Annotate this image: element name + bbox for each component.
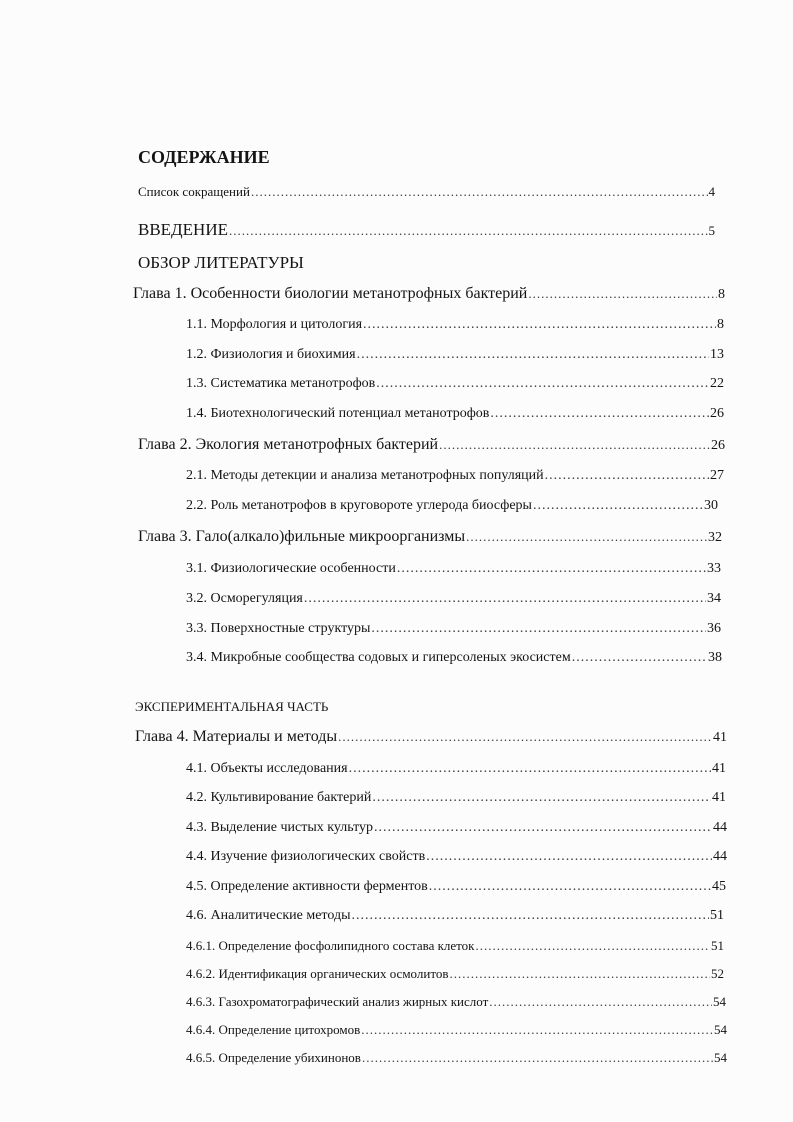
toc-entry-label: Глава 2. Экология метанотрофных бактерий (138, 436, 439, 453)
toc-chapter-1[interactable] (133, 286, 725, 302)
toc-page-number: 54 (714, 1050, 727, 1065)
toc-page-number: 33 (707, 561, 721, 576)
toc-entry-label: 2.1. Методы детекции и анализа метанотрофных популяций (186, 468, 544, 483)
toc-entry-label: 4.6.3. Газохроматографический анализ жирных кислот (186, 994, 489, 1009)
section-heading-literature: ОБЗОР ЛИТЕРАТУРЫ (138, 253, 304, 272)
toc-section[interactable] (186, 909, 724, 923)
dot-leader (466, 530, 707, 543)
toc-section[interactable] (186, 762, 726, 776)
toc-section[interactable] (186, 348, 724, 362)
toc-entry-label: 3.1. Физиологические особенности (186, 561, 396, 576)
toc-page-number: 54 (714, 1022, 727, 1037)
toc-entry-label: Глава 4. Материалы и методы (135, 728, 338, 745)
toc-entry-label: 4.1. Объекты исследования (186, 761, 348, 776)
dot-leader (449, 967, 710, 980)
dot-leader (490, 407, 709, 421)
toc-section[interactable] (186, 407, 724, 421)
toc-page-number: 41 (712, 790, 726, 805)
toc-page-number: 51 (710, 908, 724, 923)
toc-subsection[interactable] (186, 967, 724, 980)
dot-leader (439, 438, 710, 451)
dot-leader (528, 287, 717, 300)
toc-entry-label: 4.6.2. Идентификация органических осмолитов (186, 966, 449, 981)
toc-page-number: 30 (704, 498, 718, 513)
toc-chapter-4[interactable] (135, 729, 727, 745)
section-heading-experimental: ЭКСПЕРИМЕНТАЛЬНАЯ ЧАСТЬ (135, 699, 329, 714)
toc-page-number: 44 (713, 820, 727, 835)
toc-page-number: 52 (711, 966, 724, 981)
dot-leader (426, 850, 712, 864)
toc-page-number: 5 (708, 223, 715, 238)
toc-chapter-2[interactable] (138, 437, 725, 453)
toc-entry-introduction[interactable] (138, 221, 715, 238)
toc-section[interactable] (186, 651, 722, 665)
toc-entry-label: 4.6.5. Определение убихинонов (186, 1050, 361, 1065)
toc-entry-label: Глава 3. Гало(алкало)фильные микроорганизмы (138, 528, 466, 545)
toc-section[interactable] (186, 622, 721, 636)
dot-leader (304, 592, 706, 606)
dot-leader (429, 880, 711, 894)
toc-entry-label: 3.3. Поверхностные структуры (186, 621, 371, 636)
toc-entry-label: 4.6. Аналитические методы (186, 908, 351, 923)
toc-page-number: 8 (718, 287, 725, 302)
toc-entry-label: 1.1. Морфология и цитология (186, 317, 363, 332)
toc-entry-label: 4.5. Определение активности ферментов (186, 879, 428, 894)
toc-entry-abbreviations[interactable] (138, 185, 715, 198)
dot-leader (545, 469, 709, 483)
toc-page-number: 36 (707, 621, 721, 636)
dot-leader (349, 762, 711, 776)
toc-page-number: 38 (708, 650, 722, 665)
dot-leader (361, 1023, 713, 1036)
dot-leader (397, 562, 706, 576)
toc-section[interactable] (186, 499, 718, 513)
toc-entry-label: 4.2. Культивирование бактерий (186, 790, 372, 805)
toc-entry-label: 3.2. Осморегуляция (186, 591, 303, 606)
toc-entry-label: ВВЕДЕНИЕ (138, 220, 228, 239)
toc-page-number: 54 (713, 994, 726, 1009)
toc-page-number: 8 (717, 317, 724, 332)
dot-leader (363, 318, 716, 332)
toc-page-number: 26 (711, 438, 725, 453)
dot-leader (374, 821, 712, 835)
toc-page-number: 13 (710, 347, 724, 362)
toc-entry-label: 3.4. Микробные сообщества содовых и гиперсоленых экосистем (186, 650, 571, 665)
toc-page-number: 51 (711, 938, 724, 953)
dot-leader (476, 939, 711, 952)
toc-entry-label: 1.4. Биотехнологический потенциал метанотрофов (186, 406, 490, 421)
toc-entry-label: 2.2. Роль метанотрофов в круговороте углерода биосферы (186, 498, 532, 513)
dot-leader (362, 1051, 713, 1064)
toc-page-number: 32 (708, 530, 722, 545)
dot-leader (251, 185, 708, 198)
page-title: СОДЕРЖАНИЕ (138, 147, 270, 167)
toc-entry-label: Глава 1. Особенности биологии метанотрофных бактерий (133, 285, 528, 302)
toc-section[interactable] (186, 562, 721, 576)
toc-page-number: 27 (710, 468, 724, 483)
dot-leader (376, 377, 709, 391)
toc-subsection[interactable] (186, 1023, 727, 1036)
toc-page-number: 34 (707, 591, 721, 606)
dot-leader (533, 499, 703, 513)
toc-page-number: 41 (712, 761, 726, 776)
toc-page-number: 4 (708, 184, 715, 199)
toc-page-number: 44 (713, 849, 727, 864)
dot-leader (371, 622, 706, 636)
toc-page-number: 45 (712, 879, 726, 894)
toc-entry-label: Список сокращений (138, 184, 250, 199)
toc-section[interactable] (186, 791, 726, 805)
dot-leader (372, 791, 711, 805)
toc-subsection[interactable] (186, 1051, 727, 1064)
toc-section[interactable] (186, 469, 724, 483)
toc-section[interactable] (186, 880, 726, 894)
toc-section[interactable] (186, 592, 721, 606)
toc-subsection[interactable] (186, 995, 726, 1008)
toc-entry-label: 4.6.4. Определение цитохромов (186, 1022, 361, 1037)
toc-chapter-3[interactable] (138, 529, 722, 545)
toc-page-number: 22 (710, 376, 724, 391)
toc-entry-label: 1.3. Систематика метанотрофов (186, 376, 376, 391)
toc-section[interactable] (186, 377, 724, 391)
toc-entry-label: 1.2. Физиология и биохимия (186, 347, 356, 362)
toc-entry-label: 4.3. Выделение чистых культур (186, 820, 374, 835)
dot-leader (489, 995, 712, 1008)
toc-section[interactable] (186, 821, 727, 835)
toc-subsection[interactable] (186, 939, 724, 952)
dot-leader (357, 348, 709, 362)
dot-leader (352, 909, 710, 923)
toc-section[interactable] (186, 318, 724, 332)
dot-leader (338, 730, 712, 743)
toc-entry-label: 4.6.1. Определение фосфолипидного состава клеток (186, 938, 475, 953)
dot-leader (229, 224, 708, 237)
dot-leader (572, 651, 707, 665)
toc-page-number: 26 (710, 406, 724, 421)
toc-section[interactable] (186, 850, 727, 864)
toc-page-number: 41 (713, 730, 727, 745)
toc-entry-label: 4.4. Изучение физиологических свойств (186, 849, 426, 864)
